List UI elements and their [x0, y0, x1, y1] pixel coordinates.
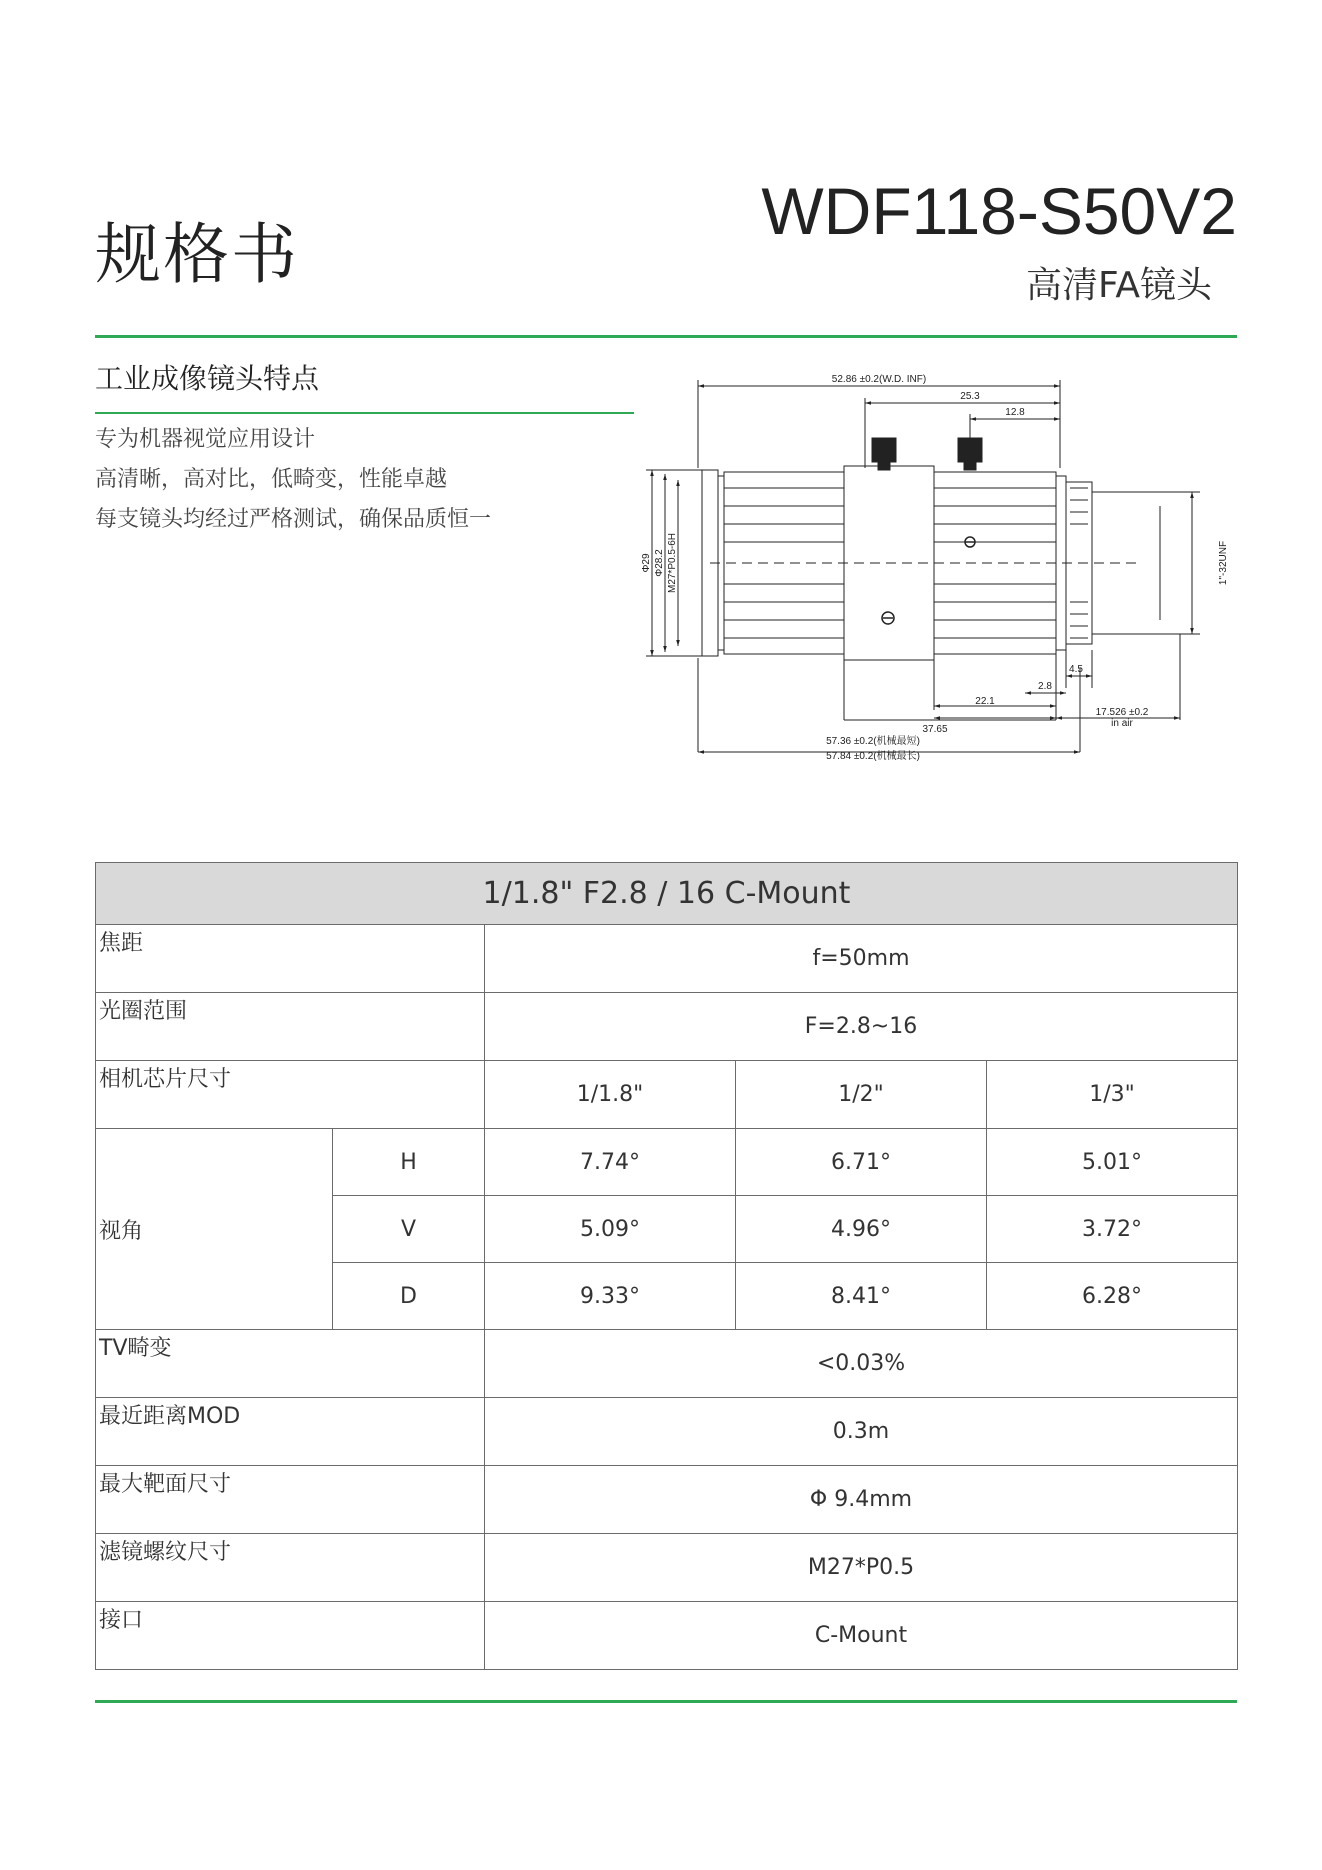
features-divider — [95, 412, 634, 414]
dim-25: 25.3 — [960, 391, 980, 402]
focal-length-label: 焦距 — [96, 925, 485, 993]
fov-axis-h: H — [333, 1129, 485, 1196]
spec-table — [95, 862, 1238, 1670]
dim-dia-28: Φ28.2 — [654, 549, 665, 577]
dim-37-65: 37.65 — [922, 724, 948, 735]
dim-4-5: 4.5 — [1069, 664, 1083, 675]
dim-dia-29: Φ29 — [641, 553, 652, 573]
fov-v-2: 4.96° — [736, 1196, 987, 1263]
product-subtitle: 高清FA镜头 — [1025, 265, 1212, 306]
dim-22-1: 22.1 — [975, 696, 995, 707]
dim-mech-long: 57.84 ±0.2(机械最长) — [826, 751, 920, 762]
feature-item: 专为机器视觉应用设计 — [95, 427, 316, 452]
fov-d-1: 9.33° — [485, 1263, 736, 1330]
dim-unf: 1"-32UNF — [1218, 540, 1229, 586]
image-circle-label: 最大靶面尺寸 — [96, 1466, 485, 1534]
distortion-label: TV畸变 — [96, 1330, 485, 1398]
sensor-size-1: 1/1.8" — [485, 1061, 736, 1129]
sensor-size-2: 1/2" — [736, 1061, 987, 1129]
dim-2-8: 2.8 — [1038, 681, 1052, 692]
fov-d-2: 8.41° — [736, 1263, 987, 1330]
features-title: 工业成像镜头特点 — [95, 362, 320, 395]
features-list — [95, 420, 491, 540]
header-divider — [95, 335, 1237, 338]
dim-flange: 17.526 ±0.2 — [1095, 707, 1149, 718]
dim-12: 12.8 — [1005, 407, 1025, 418]
dim-in-air: in air — [1111, 718, 1133, 729]
filter-thread-label: 滤镜螺纹尺寸 — [96, 1534, 485, 1602]
aperture-label: 光圈范围 — [96, 993, 485, 1061]
lens-dimension-drawing — [640, 368, 1240, 768]
feature-item: 每支镜头均经过严格测试，确保品质恒一 — [95, 507, 492, 532]
feature-item: 高清晰，高对比，低畸变，性能卓越 — [95, 467, 448, 492]
mod-label: 最近距离MOD — [96, 1398, 485, 1466]
dim-total-length: 52.86 ±0.2(W.D. INF) — [831, 374, 927, 385]
fov-v-1: 5.09° — [485, 1196, 736, 1263]
mount-label: 接口 — [96, 1602, 485, 1670]
fov-h-1: 7.74° — [485, 1129, 736, 1196]
dim-thread: M27*P0.5-6H — [667, 532, 678, 594]
fov-v-3: 3.72° — [987, 1196, 1238, 1263]
fov-axis-v: V — [333, 1196, 485, 1263]
sensor-size-label: 相机芯片尺寸 — [96, 1061, 485, 1129]
fov-h-3: 5.01° — [987, 1129, 1238, 1196]
model-number: WDF118-S50V2 — [761, 174, 1237, 248]
document-title: 规格书 — [95, 216, 299, 293]
mod-value: 0.3m — [485, 1398, 1238, 1466]
sensor-size-3: 1/3" — [987, 1061, 1238, 1129]
distortion-value: <0.03% — [485, 1330, 1238, 1398]
focal-length-value: f=50mm — [485, 925, 1238, 993]
fov-d-3: 6.28° — [987, 1263, 1238, 1330]
fov-axis-d: D — [333, 1263, 485, 1330]
aperture-value: F=2.8~16 — [485, 993, 1238, 1061]
dim-mech-short: 57.36 ±0.2(机械最短) — [826, 736, 920, 747]
fov-h-2: 6.71° — [736, 1129, 987, 1196]
image-circle-value: Φ 9.4mm — [485, 1466, 1238, 1534]
fov-label: 视角 — [96, 1129, 333, 1330]
filter-thread-value: M27*P0.5 — [485, 1534, 1238, 1602]
footer-divider — [95, 1700, 1237, 1703]
mount-value: C-Mount — [485, 1602, 1238, 1670]
spec-header: 1/1.8" F2.8 / 16 C-Mount — [96, 863, 1238, 925]
